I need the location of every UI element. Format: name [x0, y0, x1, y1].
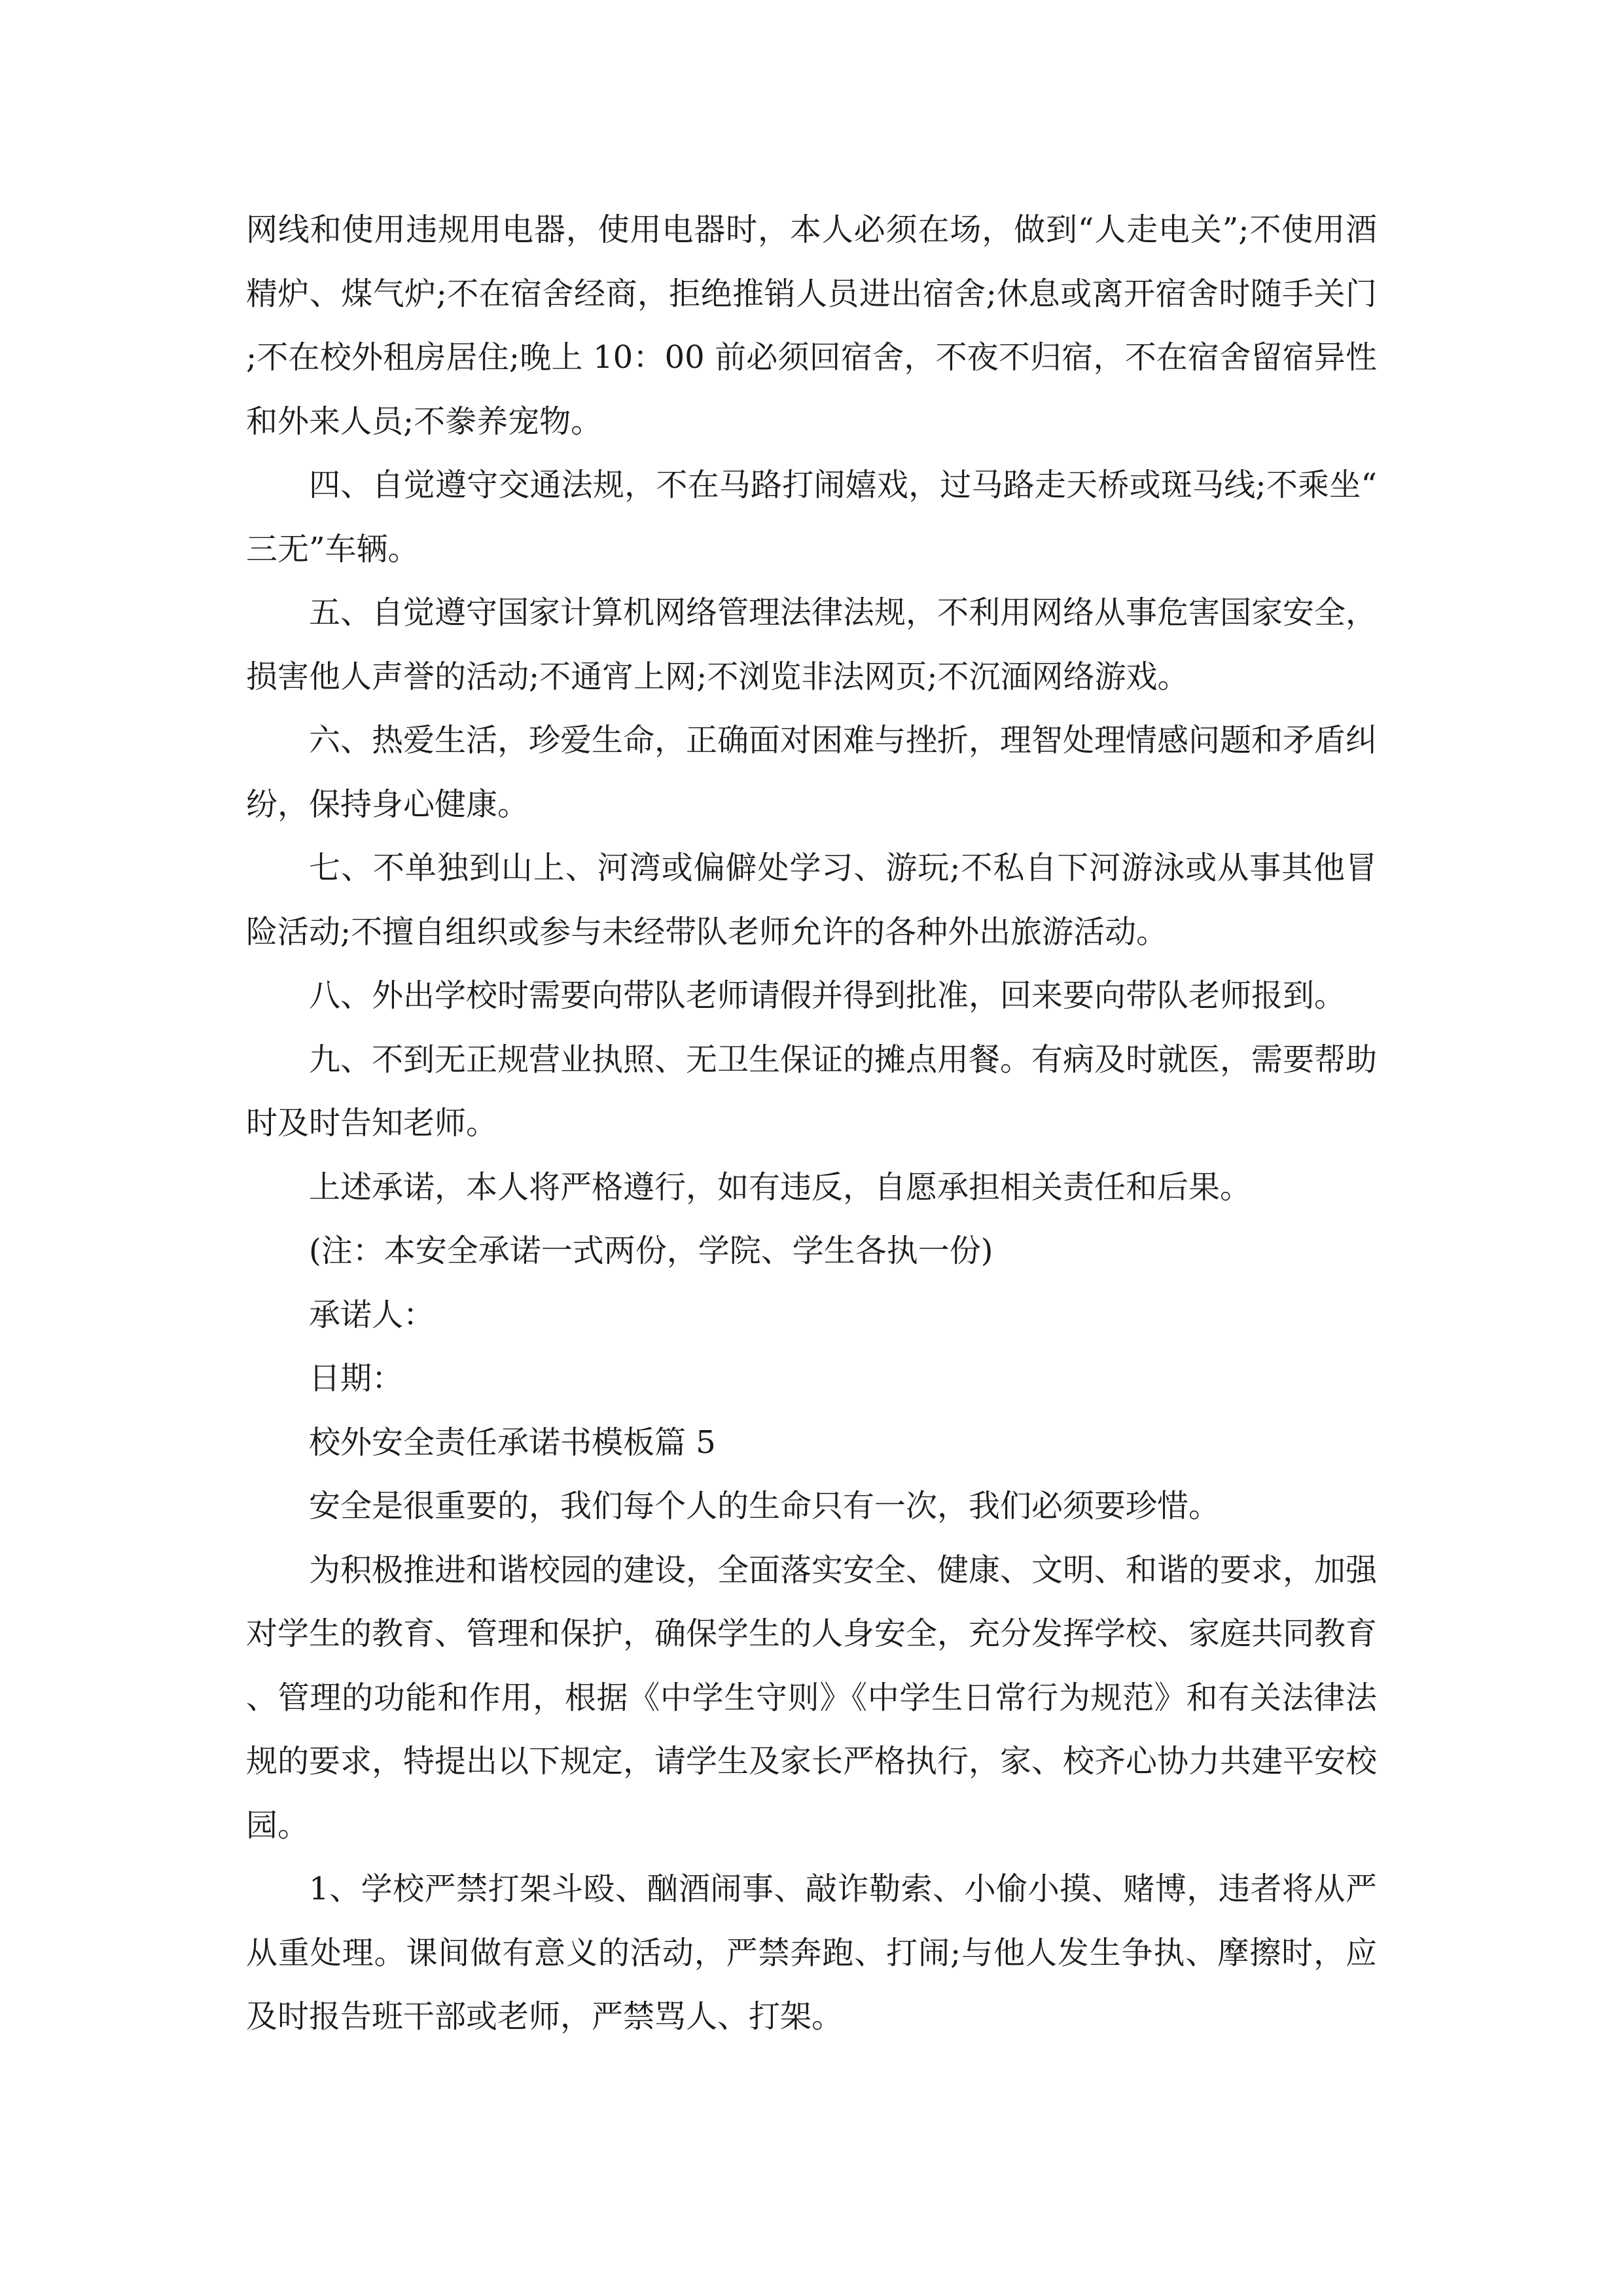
paragraph-rule-9-dining: 九、不到无正规营业执照、无卫生保证的摊点用餐。有病及时就医，需要帮助时及时告知老师。	[246, 1041, 1378, 1141]
paragraph-rule-1-conduct: 1、学校严禁打架斗殴、酗酒闹事、敲诈勒索、小偷小摸、赌博，违者将从严从重处理。课间做有意义的活动，严禁奔跑、打闹;与他人发生争执、摩擦时，应及时报告班干部或老师，严禁骂人、打架。	[246, 1871, 1377, 2035]
paragraph-rule-4-traffic: 四、自觉遵守交通法规，不在马路打闹嬉戏，过马路走天桥或斑马线;不乘坐“三无”车辆。	[246, 467, 1377, 567]
section-title: 校外安全责任承诺书模板篇 5	[309, 1424, 716, 1461]
paragraph-intro: 安全是很重要的，我们每个人的生命只有一次，我们必须要珍惜。	[309, 1488, 1221, 1524]
paragraph-rule-6-health: 六、热爱生活，珍爱生命，正确面对困难与挫折，理智处理情感问题和矛盾纠纷，保持身心健康。	[246, 722, 1378, 823]
paragraph-commitment-statement: 上述承诺，本人将严格遵行，如有违反，自愿承担相关责任和后果。	[309, 1168, 1252, 1206]
paragraph-note: (注：本安全承诺一式两份，学院、学生各执一份)	[309, 1232, 993, 1269]
paragraph-purpose: 为积极推进和谐校园的建设，全面落实安全、健康、文明、和谐的要求，加强对学生的教育、管理和保护，确保学生的人身安全，充分发挥学校、家庭共同教育、管理的功能和作用，根据《中学生守则》《中学生日常行为规范》和有关法律法规的要求，特提出以下规定，请学生及家长严格执行，家、校齐心协力共建平安校园。	[246, 1551, 1378, 1844]
date-label: 日期：	[309, 1360, 404, 1397]
document-body	[246, 198, 1377, 2049]
signature-label: 承诺人：	[309, 1296, 435, 1333]
paragraph-rule-8-leave: 八、外出学校时需要向带队老师请假并得到批准，回来要向带队老师报到。	[309, 977, 1346, 1014]
paragraph-rule-5-network: 五、自觉遵守国家计算机网络管理法律法规，不利用网络从事危害国家安全，损害他人声誉的活动;不通宵上网;不浏览非法网页;不沉湎网络游戏。	[246, 594, 1378, 695]
paragraph-rule-7-outdoor: 七、不单独到山上、河湾或偏僻处学习、游玩;不私自下河游泳或从事其他冒险活动;不擅自组织或参与未经带队老师允许的各种外出旅游活动。	[246, 850, 1377, 950]
paragraph-continued-dormitory-rules: 网线和使用违规用电器，使用电器时，本人必须在场，做到“人走电关”;不使用酒精炉、煤气炉;不在宿舍经商，拒绝推销人员进出宿舍;休息或离开宿舍时随手关门;不在校外租房居住;晚上 10：00 前必须回宿舍，不夜不归宿，不在宿舍留宿异性和外来人员;不豢养宠物。	[246, 211, 1377, 440]
